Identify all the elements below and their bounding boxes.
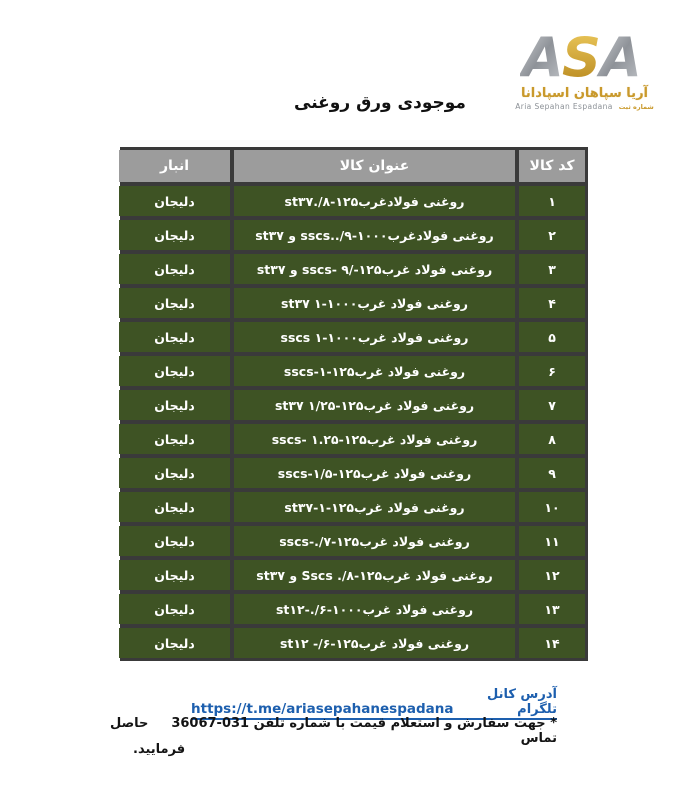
product-code-cell: ۱۲	[519, 560, 585, 590]
product-spec: st۳۷-۱-۱۲۵	[284, 499, 354, 515]
product-name: روغنی فولاد غرب	[357, 329, 469, 345]
column-header-product: عنوان کالا	[234, 150, 515, 182]
warehouse-cell: دلیجان	[119, 356, 230, 386]
asa-monogram-icon	[520, 24, 650, 86]
product-name: روغنی فولادغرب	[358, 193, 465, 209]
product-name: روغنی فولاد غرب	[358, 635, 470, 651]
order-note-line2: فرمایید.	[133, 742, 186, 757]
product-code-cell: ۱۱	[519, 526, 585, 556]
product-name: روغنی فولاد غرب	[359, 533, 470, 549]
warehouse-cell: دلیجان	[119, 254, 230, 284]
column-header-code: کد کالا	[519, 150, 585, 182]
warehouse-cell: دلیجان	[119, 594, 230, 624]
product-spec: st۳۷ و sscs- ۹/-۱۲۵	[256, 261, 382, 277]
product-name: روغنی فولاد غرب	[363, 397, 475, 413]
product-title-cell	[234, 356, 515, 386]
product-spec: st۳۷ و sscs../۹-۱۰۰۰	[255, 227, 388, 243]
brand-name-farsi: آریا سپاهان اسپادانا	[520, 86, 649, 101]
product-name: روغنی فولاد غرب	[381, 261, 493, 277]
product-code-cell: ۴	[519, 288, 585, 318]
warehouse-cell: دلیجان	[119, 220, 230, 250]
warehouse-cell: دلیجان	[119, 424, 230, 454]
product-title-cell	[234, 492, 515, 522]
product-name: روغنی فولادغرب	[387, 227, 494, 243]
product-name: روغنی فولاد غرب	[354, 499, 465, 515]
product-name: روغنی فولاد غرب	[382, 567, 493, 583]
product-title-cell	[234, 254, 515, 284]
warehouse-cell: دلیجان	[119, 560, 230, 590]
warehouse-cell: دلیجان	[119, 492, 230, 522]
product-code-cell: ۹	[519, 458, 585, 488]
product-spec: sscs-۱/۵-۱۲۵	[277, 465, 361, 481]
logo-letter-a2: A	[599, 26, 642, 86]
logo-letter-s: S	[561, 26, 601, 86]
warehouse-cell: دلیجان	[119, 390, 230, 420]
warehouse-cell: دلیجان	[119, 288, 230, 318]
product-spec: st۳۷ و Sscs ./۸-۱۲۵	[256, 567, 383, 583]
product-code-cell: ۱۴	[519, 628, 585, 658]
page-title: موجودی ورق روغنی	[294, 93, 466, 113]
product-spec: sscs- ۱.۲۵-۱۲۵	[271, 431, 367, 447]
product-name: روغنی فولاد غرب	[366, 431, 478, 447]
product-code-cell: ۶	[519, 356, 585, 386]
product-spec: st۱۲ -/۶-۱۲۵	[279, 635, 359, 651]
product-spec: sscs-۱-۱۲۵	[283, 363, 355, 379]
product-title-cell	[234, 560, 515, 590]
product-title-cell	[234, 322, 515, 352]
product-title-cell	[234, 424, 515, 454]
brand-name-english: Aria Sepahan Espadana	[515, 102, 613, 111]
product-name: روغنی فولاد غرب	[360, 465, 472, 481]
product-code-cell: ۱۳	[519, 594, 585, 624]
registration-text: شماره ثبت	[618, 102, 654, 111]
order-note-text: * جهت سفارش و استعلام قیمت با شماره تلفن 031-36067 تماس	[171, 716, 557, 746]
product-title-cell	[234, 628, 515, 658]
product-spec: st۳۷ ۱/۲۵-۱۲۵	[274, 397, 364, 413]
warehouse-cell: دلیجان	[119, 458, 230, 488]
warehouse-cell: دلیجان	[119, 526, 230, 556]
product-title-cell	[234, 390, 515, 420]
product-title-cell	[234, 594, 515, 624]
product-code-cell: ۷	[519, 390, 585, 420]
warehouse-cell: دلیجان	[119, 628, 230, 658]
product-code-cell: ۱	[519, 186, 585, 216]
product-spec: st۳۷./۸-۱۲۵	[284, 193, 359, 209]
product-title-cell	[234, 186, 515, 216]
product-spec: st۳۷ ۱-۱۰۰۰	[281, 295, 358, 311]
product-title-cell	[234, 458, 515, 488]
product-title-cell	[234, 220, 515, 250]
product-name: روغنی فولاد غرب	[357, 295, 468, 311]
warehouse-cell: دلیجان	[119, 322, 230, 352]
product-code-cell: ۳	[519, 254, 585, 284]
product-name: روغنی فولاد غرب	[362, 601, 474, 617]
product-title-cell	[234, 526, 515, 556]
logo-letter-a1: A	[521, 26, 564, 86]
product-spec: st۱۲-./۶-۱۰۰۰	[275, 601, 363, 617]
column-header-warehouse: انبار	[119, 150, 230, 182]
warehouse-cell: دلیجان	[119, 186, 230, 216]
product-code-cell: ۲	[519, 220, 585, 250]
inventory-table	[120, 147, 588, 661]
product-spec: sscs-./۷-۱۲۵	[279, 533, 360, 549]
product-code-cell: ۱۰	[519, 492, 585, 522]
order-note-end-word: حاصل	[110, 716, 149, 731]
telegram-link[interactable]: https://t.me/ariasepahanespadana	[191, 701, 454, 717]
product-title-cell	[234, 288, 515, 318]
product-spec: sscs ۱-۱۰۰۰	[280, 329, 358, 345]
product-name: روغنی فولاد غرب	[354, 363, 466, 379]
telegram-address-label: آدرس کانل تلگرام	[486, 687, 557, 717]
product-code-cell: ۵	[519, 322, 585, 352]
product-code-cell: ۸	[519, 424, 585, 454]
